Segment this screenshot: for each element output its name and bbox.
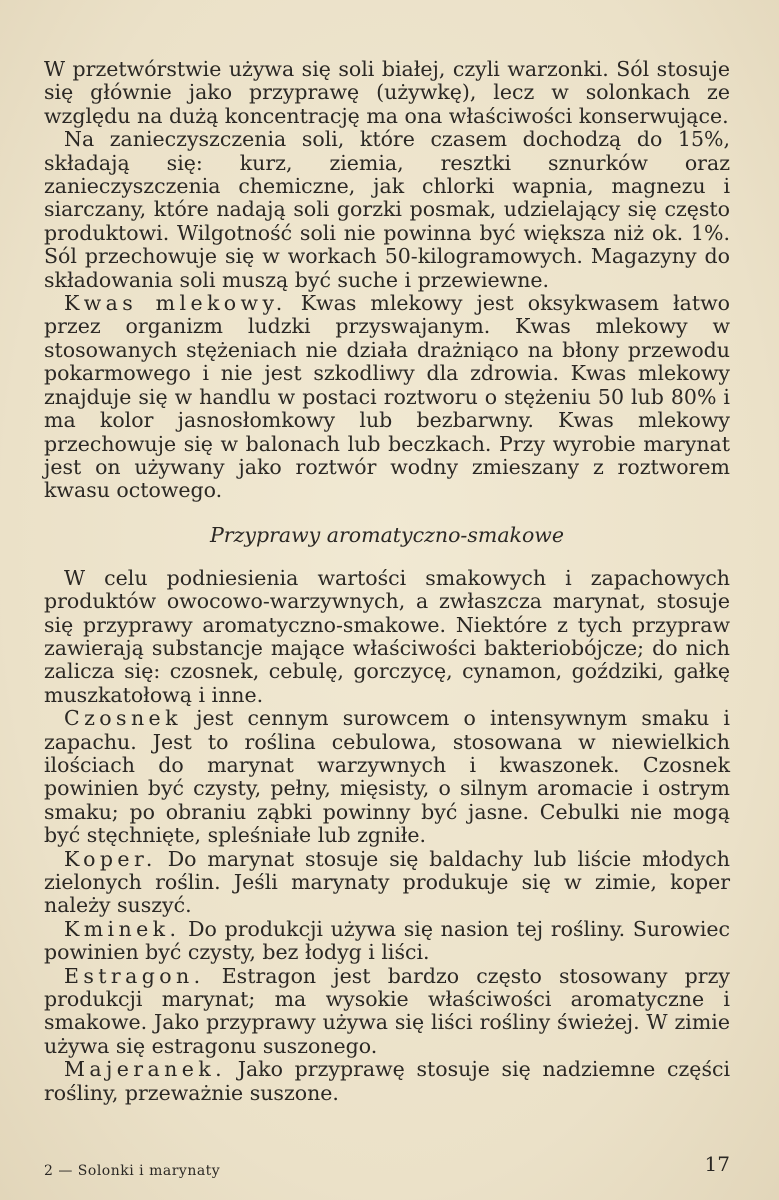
- paragraph: W celu podniesienia wartości smakowych i zapachowych produktów owocowo-warzywnych, a zwłaszcza marynat, stosuje się przyprawy aromatyczno-smakowe. Niektóre z tych przypraw zawierają substancje mające właściwości bakteriobójcze; do nich zalicza się: czosnek, cebulę, gorczycę, cynamon, goździki, gałkę muszkatołową i inne.: [44, 565, 730, 707]
- paragraph: Koper. Do marynat stosuje się baldachy lub liście młodych zielonych roślin. Jeśli marynaty produkuje się w zimie, koper należy suszyć.: [44, 846, 730, 918]
- page-number: 17: [704, 1152, 730, 1176]
- paragraph: Kminek. Do produkcji używa się nasion tej rośliny. Surowiec powinien być czysty, bez łodyg i liści.: [44, 916, 730, 965]
- paragraph: Czosnek jest cennym surowcem o intensywnym smaku i zapachu. Jest to roślina cebulowa, stosowana w niewielkich ilościach do marynat warzywnych i kwaszonek. Czosnek powinien być czysty, pełny, mięsisty, o silnym aromacie i ostrym smaku; po obraniu ząbki powinny być jasne. Cebulki nie mogą być stęchnięte, spleśniałe lub zgniłe.: [44, 706, 730, 848]
- paragraph: Estragon. Estragon jest bardzo często stosowany przy produkcji marynat; ma wysokie właściwości aromatyczne i smakowe. Jako przyprawy używa się liści rośliny świeżej. W zimie używa się estragonu suszonego.: [44, 963, 730, 1058]
- spaced-term: Kwas mlekowy.: [64, 291, 287, 316]
- spaced-term: Kminek.: [64, 916, 181, 941]
- paragraph: Majeranek. Jako przyprawę stosuje się nadziemne części rośliny, przeważnie suszone.: [44, 1057, 730, 1105]
- page-text: [44, 58, 730, 1105]
- paragraph: Kwas mlekowy. Kwas mlekowy jest oksykwasem łatwo przez organizm ludzki przyswajanym. Kwas mlekowy w stosowanych stężeniach nie działa drażniąco na błony przewodu pokarmowego i nie jest szkodliwy dla zdrowia. Kwas mlekowy znajduje się w handlu w postaci roztworu o stężeniu 50 lub 80% i ma kolor jasnosłomkowy lub bezbarwny. Kwas mlekowy przechowuje się w balonach lub beczkach. Przy wyrobie marynat jest on używany jako roztwór wodny zmieszany z roztworem kwasu octowego.: [44, 291, 730, 503]
- paragraph: W przetwórstwie używa się soli białej, czyli warzonki. Sól stosuje się głównie jako przyprawę (używkę), lecz w solonkach ze względu na dużą koncentrację ma ona właściwości konserwujące.: [44, 57, 730, 128]
- spaced-term: Estragon.: [64, 963, 205, 988]
- section-title: Przyprawy aromatyczno-smakowe: [210, 522, 564, 547]
- spaced-term: Majeranek.: [64, 1057, 226, 1082]
- paragraph: Na zanieczyszczenia soli, które czasem dochodzą do 15%, składają się: kurz, ziemia, resztki sznurków oraz zanieczyszczenia chemiczne, jak chlorki wapnia, magnezu i siarczany, które nadają soli gorzki posmak, udzielający się często produktowi. Wilgotność soli nie powinna być większa niż ok. 1%. Sól przechowuje się w workach 50-kilogramowych. Magazyny do składowania soli muszą być suche i przewiewne.: [44, 127, 730, 292]
- spaced-term: Koper.: [64, 846, 157, 871]
- signature-mark: 2 — Solonki i marynaty: [44, 1163, 221, 1179]
- spaced-term: Czosnek: [64, 706, 182, 731]
